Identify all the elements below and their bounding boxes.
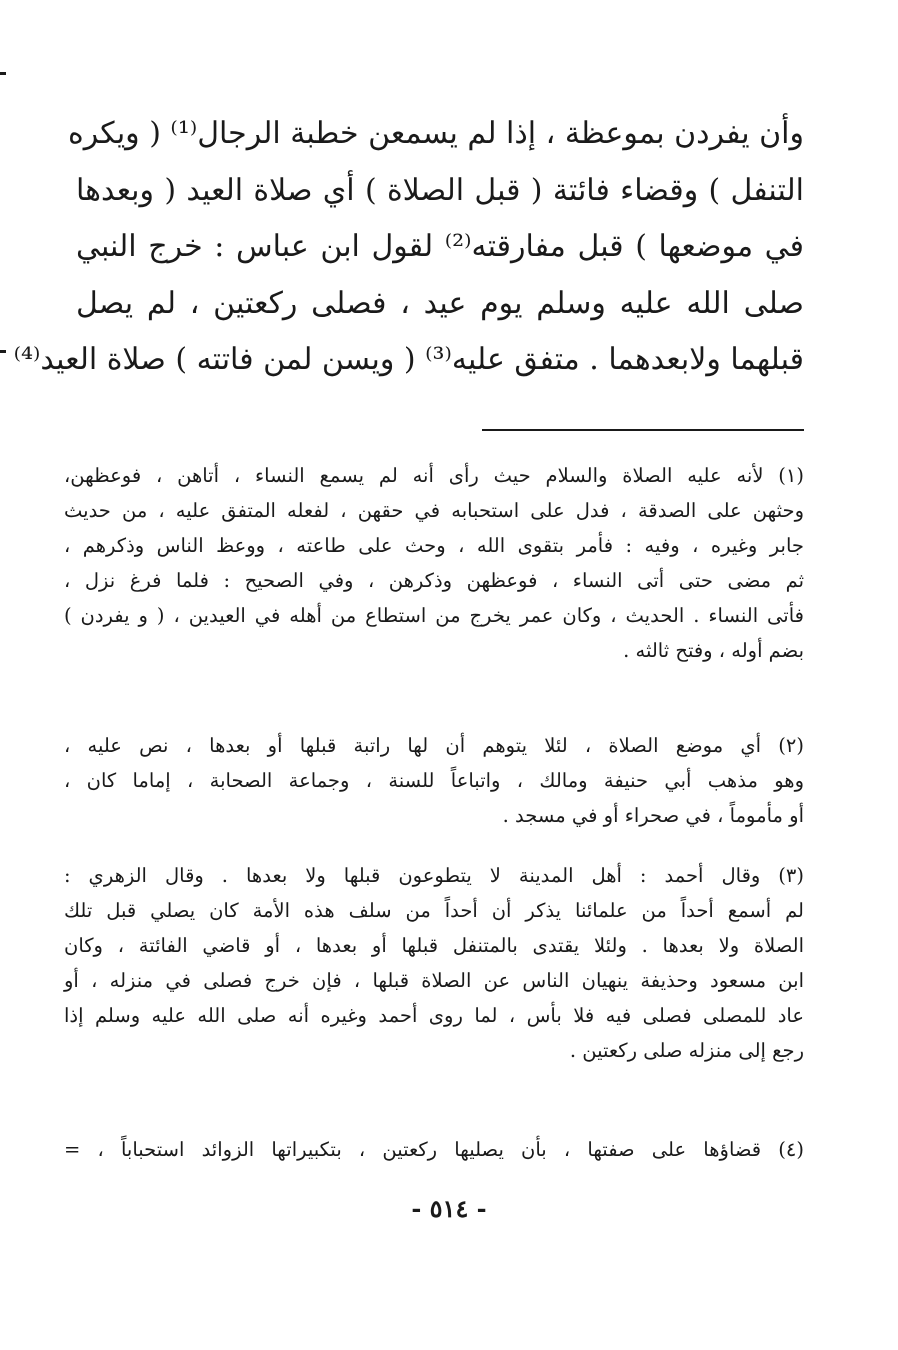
footnote-line: فأتى النساء . الحديث ، وكان عمر يخرج من استطاع من أهله في العيدين ، ( و يفردن ): [64, 604, 804, 627]
footnote-line: وحثهن على الصدقة ، فدل على استحبابه في حقهن ، لفعله المتفق عليه ، من حديث: [64, 499, 804, 522]
footnote-line: جابر وغيره ، وفيه : فأمر بتقوى الله ، وحث على طاعته ، ووعظ الناس وذكرهم ،: [64, 534, 804, 557]
page-number: - ٥١٤ -: [411, 1194, 487, 1223]
footnote-line: (١) لأنه عليه الصلاة والسلام حيث رأى أنه لم يسمع النساء ، أتاهن ، فوعظهن،: [64, 464, 804, 487]
footnote-line: ابن مسعود وحذيفة ينهيان الناس عن الصلاة قبلها ، فإن خرج فصلى في منزله ، أو: [64, 969, 804, 992]
main-text-line: صلى الله عليه وسلم يوم عيد ، فصلى ركعتين ، لم يصل: [76, 285, 804, 321]
main-text-block: [13, 106, 804, 389]
footnote-line: أو مأموماً ، في صحراء أو في مسجد .: [502, 804, 804, 827]
footnote-line: وهو مذهب أبي حنيفة ومالك ، واتباعاً للسنة ، وجماعة الصحابة ، إماما كان ،: [64, 769, 804, 792]
footnote-line: (٢) أي موضع الصلاة ، لئلا يتوهم أن لها راتبة قبلها أو بعدها ، نص عليه ،: [64, 734, 804, 757]
footnote-line: رجع إلى منزله صلى ركعتين .: [569, 1039, 804, 1062]
footnote-line: ثم مضى حتى أتى النساء ، فوعظهن وذكرهن ، وفي الصحيح : فلما فرغ نزل ،: [64, 569, 804, 592]
footnote-line: الصلاة ولا بعدها . ولئلا يقتدى بالمتنفل قبلها أو بعدها ، أو قاضي الفائتة ، وكان: [64, 934, 804, 957]
footnote-4: [64, 1132, 804, 1167]
main-text-line: في موضعها ) قبل مفارقته⁽²⁾ لقول ابن عباس : خرج النبي: [76, 229, 804, 264]
main-text-line: وأن يفردن بموعظة ، إذا لم يسمعن خطبة الرجال⁽¹⁾ ( ويكره: [67, 116, 804, 151]
margin-mark: [0, 350, 6, 353]
main-text-line: التنفل ) وقضاء فائتة ( قبل الصلاة ) أي صلاة العيد ( وبعدها: [76, 172, 804, 208]
footnote-1: [64, 458, 804, 668]
footnote-line: (٤) قضاؤها على صفتها ، بأن يصليها ركعتين ، بتكبيراتها الزوائد استحباباً ، =: [64, 1138, 804, 1161]
footnote-separator: [482, 429, 804, 431]
footnote-line: بضم أوله ، وفتح ثالثه .: [623, 639, 804, 662]
footnote-line: (٣) وقال أحمد : أهل المدينة لا يتطوعون قبلها ولا بعدها . وقال الزهري :: [64, 864, 804, 887]
footnote-line: عاد للمصلى فصلى فيه فلا بأس ، لما روى أحمد وغيره أنه صلى الله عليه وسلم إذا: [64, 1004, 804, 1027]
margin-mark: [0, 72, 6, 75]
footnote-3: [64, 858, 804, 1068]
main-text-line: قبلهما ولابعدهما . متفق عليه⁽³⁾ ( ويسن لمن فاتته ) صلاة العيد⁽⁴⁾: [13, 342, 804, 377]
footnote-2: [64, 728, 804, 833]
footnote-line: لم أسمع أحداً من علمائنا يذكر أن أحداً من سلف هذه الأمة كان يصلي قبل تلك: [64, 899, 804, 922]
